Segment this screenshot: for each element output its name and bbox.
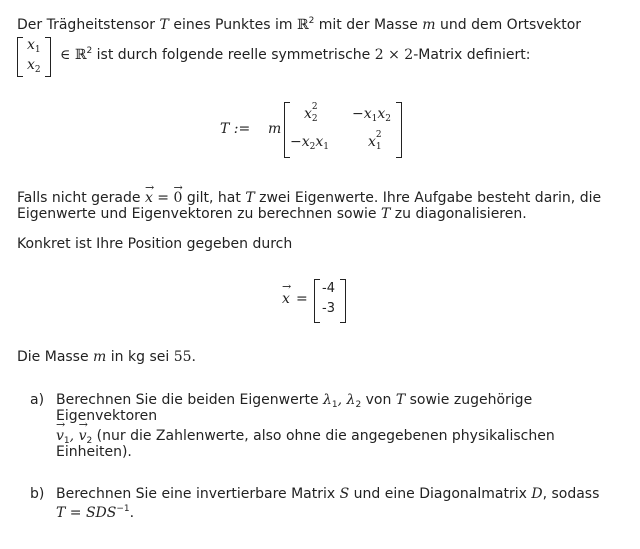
paragraph-eigen-line-1: Falls nicht gerade → x = → 0 gilt, hat T zwei Eigenwerte. Ihre Aufgabe besteht darin, die [17, 190, 601, 207]
intro-line-2: ∈ ℝ$^2$ ist durch folgende reelle symmetrische 2 × 2-Matrix definiert: [60, 46, 531, 63]
mass-statement: Die Masse m in kg sei 55. [17, 349, 196, 365]
task-a-label: a) [30, 392, 45, 408]
diagonalization-equation: T = SDS [56, 505, 117, 521]
real-numbers-symbol: ℝ [296, 17, 309, 33]
matrix-dimension: 2 × 2 [374, 47, 414, 63]
intro-text: Der Trägheitstensor [17, 17, 156, 33]
vector-x: → x [145, 190, 153, 207]
task-b-label: b) [30, 486, 45, 502]
intro-text: und dem Ortsvektor [440, 17, 582, 33]
intro-text: eines Punktes im [173, 17, 293, 33]
intro-text: ist durch folgende reelle symmetrische [96, 47, 371, 63]
tensor-symbol: T [159, 17, 169, 33]
exponent: 2 [308, 16, 315, 26]
zero-vector: → 0 [173, 190, 182, 207]
element-of-reals: ∈ ℝ [60, 47, 87, 63]
position-vector: → x = -4 -3 [282, 279, 362, 323]
position-vector-symbolic: $x_1$ $x_2$ [17, 37, 53, 77]
mass-symbol: m [422, 17, 436, 33]
paragraph-eigen-line-2: Eigenwerte und Eigenvektoren zu berechnen sowie T zu diagonalisieren. [17, 206, 527, 222]
mass-value: 55. [173, 349, 196, 365]
intro-line-1 [17, 17, 581, 36]
intro-text: mit der Masse [318, 17, 418, 33]
position-intro: Konkret ist Ihre Position gegeben durch [17, 236, 293, 252]
tensor-definition: T := m x 2 $_2$ $-x_1x_2$ $-x_2x_1$ x 2 $_1$ [220, 100, 420, 160]
